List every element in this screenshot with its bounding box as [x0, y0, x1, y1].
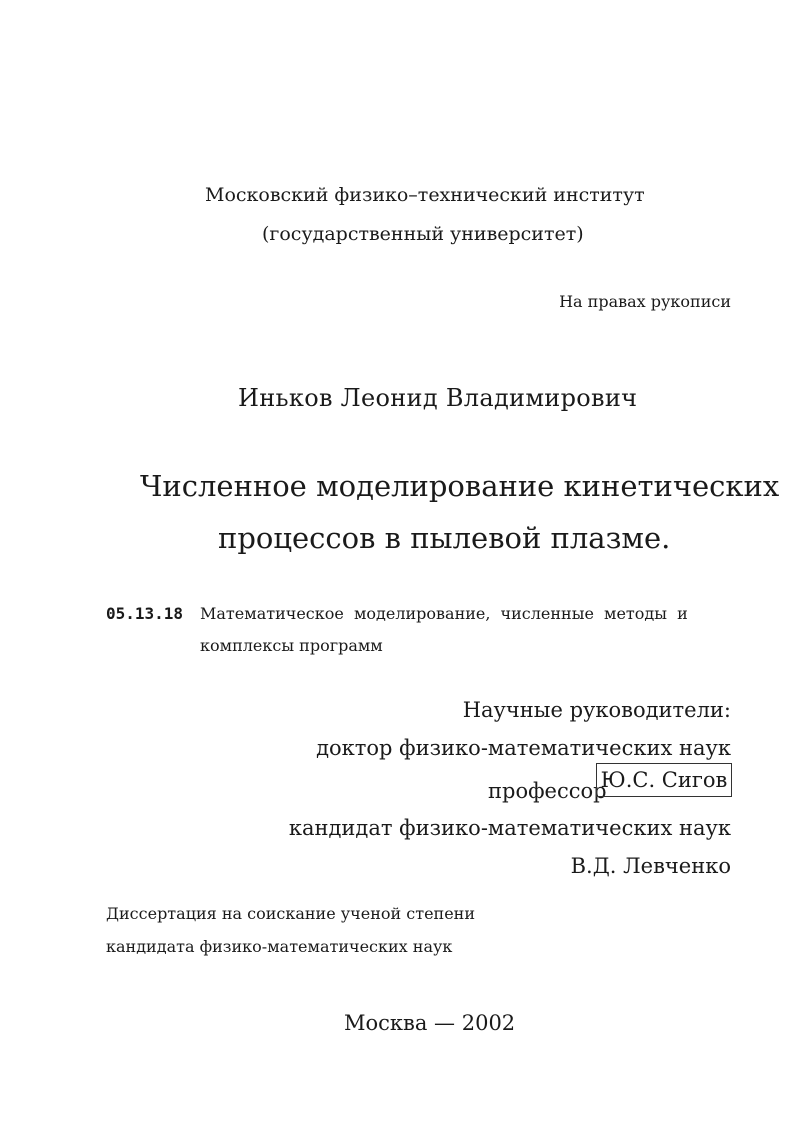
supervisor1-name: Ю.С. Сигов [600, 767, 728, 792]
specialty-name-line1: Математическое моделирование, численные методы и [200, 604, 688, 623]
institution-name: Московский физико–технический институт [205, 184, 645, 206]
supervisor1-name-box [596, 763, 732, 797]
city-year: Москва — 2002 [344, 1011, 516, 1035]
supervisor2-name: В.Д. Левченко [570, 854, 731, 878]
supervisors-heading: Научные руководители: [462, 698, 731, 722]
dissertation-line2: кандидата физико-математических наук [106, 937, 453, 956]
rights-note: На правах рукописи [559, 292, 731, 311]
supervisor1-degree: доктор физико-математических наук [316, 736, 731, 760]
institution-subtitle: (государственный университет) [262, 223, 584, 245]
specialty-code: 05.13.18 [106, 604, 184, 623]
thesis-title-line2: процессов в пылевой плазме. [218, 521, 671, 555]
specialty-name-line2: комплексы программ [200, 636, 383, 655]
thesis-title-line1: Численное моделирование кинетических [140, 469, 780, 503]
dissertation-line1: Диссертация на соискание ученой степени [106, 904, 476, 923]
supervisor1-title: профессор [488, 779, 607, 803]
author-name: Иньков Леонид Владимирович [238, 384, 638, 412]
supervisor2-degree: кандидат физико-математических наук [288, 816, 731, 840]
